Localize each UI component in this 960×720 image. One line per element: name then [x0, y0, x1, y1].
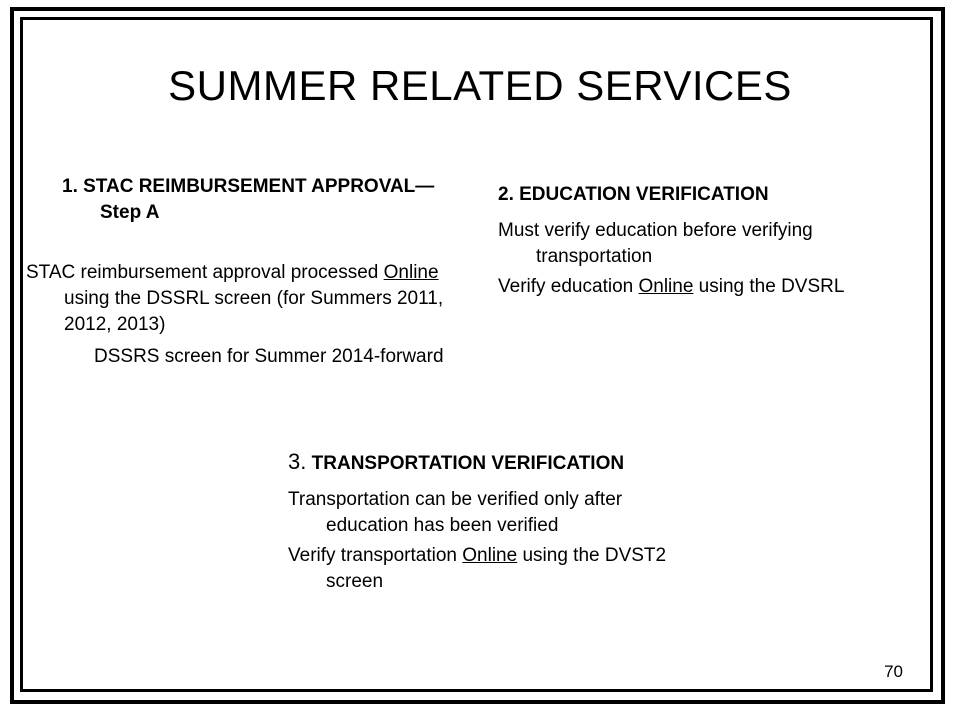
section-transportation-verification: [288, 449, 708, 595]
section2-line2: [498, 274, 918, 300]
section3-number: 3.: [288, 449, 307, 474]
section-stac-reimbursement: [26, 174, 462, 370]
section1-para1-prefix: STAC reimbursement approval processed: [26, 262, 384, 283]
section3-online-text: Online: [462, 545, 518, 566]
section1-heading: 1. STAC REIMBURSEMENT APPROVAL—Step A: [62, 176, 435, 223]
section2-line2-suffix: using the DVSRL: [693, 276, 845, 297]
section-education-verification: [498, 182, 918, 300]
section2-line1: Must verify education before verifying transportation: [498, 220, 813, 267]
section1-para1-suffix: using the DSSRL screen (for Summers 2011, 2012, 2013): [64, 288, 444, 335]
slide-title: SUMMER RELATED SERVICES: [168, 62, 792, 109]
section3-line2: [288, 543, 708, 595]
section3-heading-text: TRANSPORTATION VERIFICATION: [311, 453, 625, 474]
section1-online-text: Online: [383, 262, 439, 283]
section3-heading: [288, 449, 708, 477]
section3-line2-suffix: using the DVST2 screen: [326, 545, 667, 592]
section3-line2-prefix: Verify transportation: [288, 545, 463, 566]
section2-line2-prefix: Verify education: [498, 276, 639, 297]
page-number: 70: [884, 662, 903, 681]
section3-line1: Transportation can be verified only after education has been verified: [288, 489, 623, 536]
section2-online-text: Online: [638, 276, 694, 297]
section2-heading: 2. EDUCATION VERIFICATION: [498, 184, 769, 205]
section1-paragraph: [26, 260, 462, 338]
section1-paragraph-2: DSSRS screen for Summer 2014-forward: [94, 346, 444, 367]
